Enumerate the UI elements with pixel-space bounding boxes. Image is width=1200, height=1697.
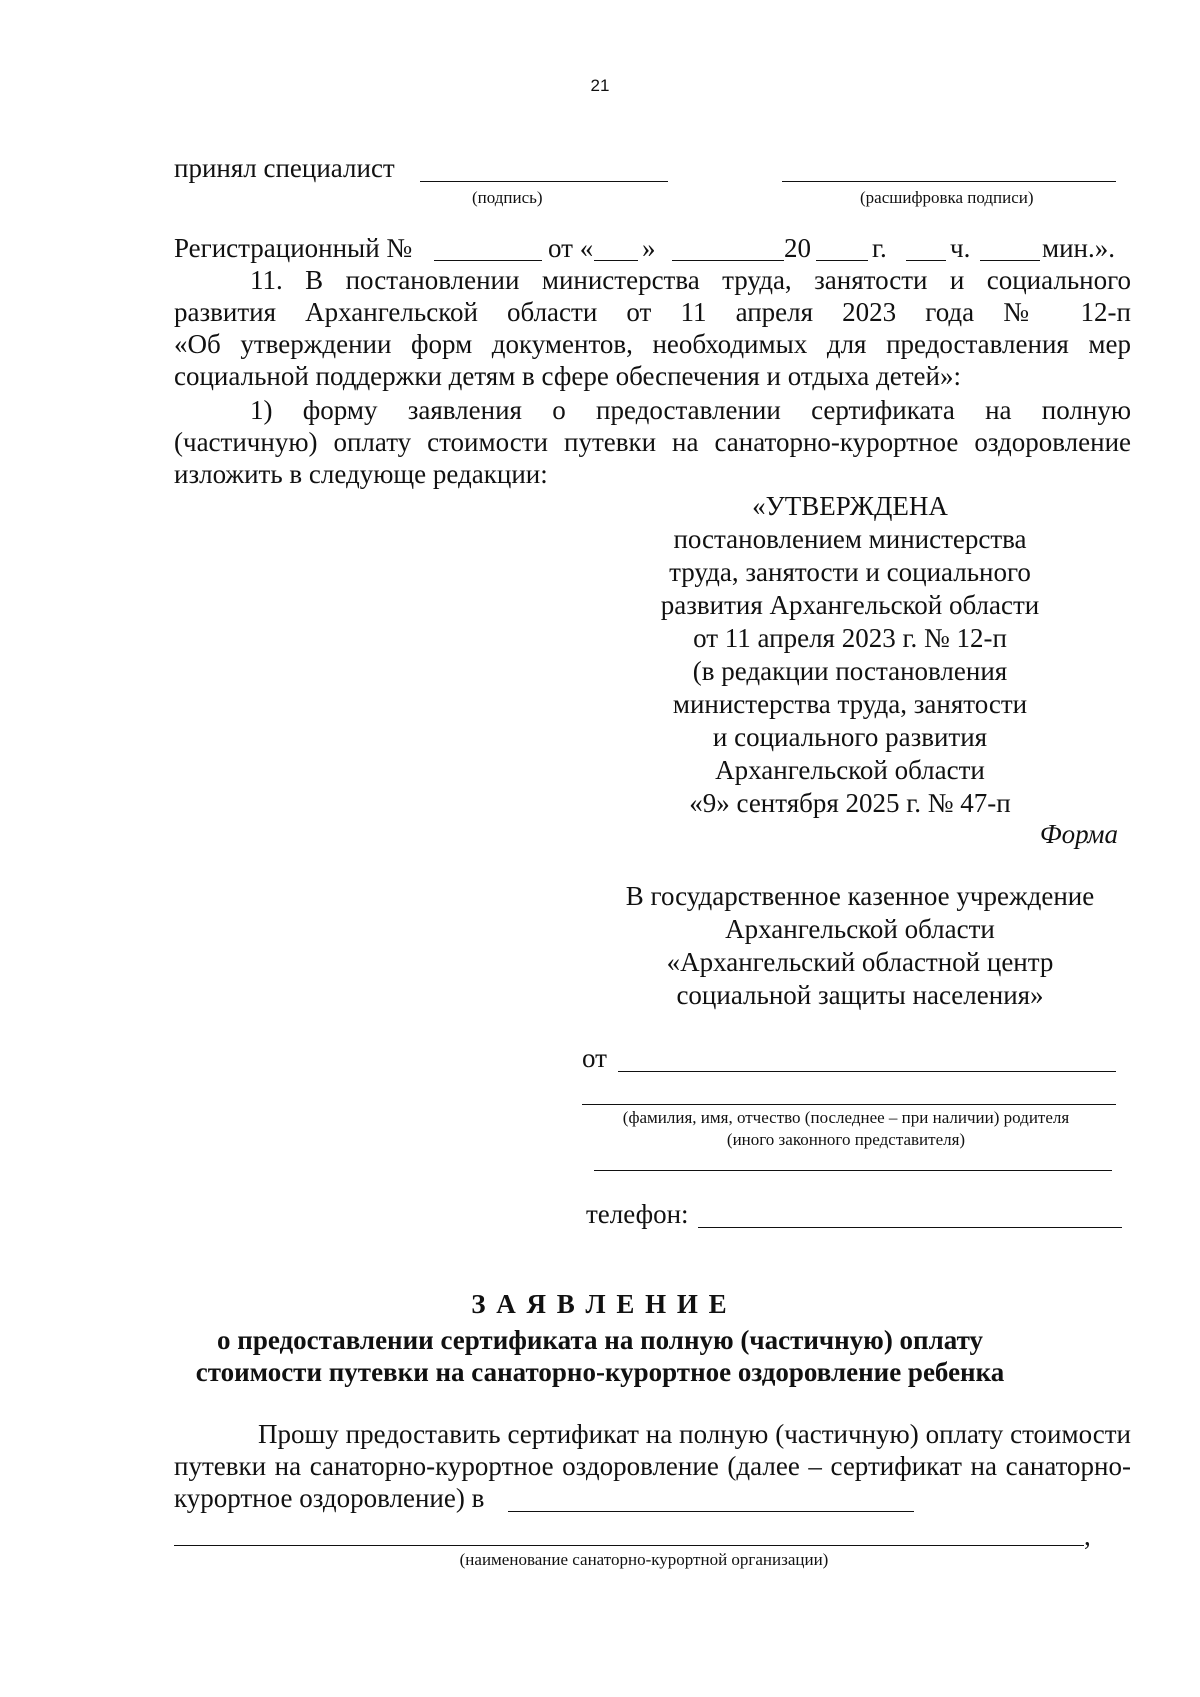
- registration-day-line[interactable]: [594, 260, 638, 261]
- paragraph-11-line-3: «Об утверждении форм документов, необходимых для предоставления мер: [174, 329, 1131, 359]
- registration-hours: ч.: [950, 233, 971, 263]
- addressee-line: социальной защиты населения»: [676, 980, 1044, 1010]
- item-1-line-2: (частичную) оплату стоимости путевки на санаторно-курортное оздоровление: [174, 427, 1131, 457]
- statement-subtitle-1: о предоставлении сертификата на полную (частичную) оплату: [217, 1325, 983, 1355]
- registration-from: от «: [548, 233, 594, 263]
- approval-line: министерства труда, занятости: [672, 689, 1028, 719]
- approval-line: «УТВЕРЖДЕНА: [752, 491, 948, 521]
- organization-line-1[interactable]: [508, 1511, 914, 1512]
- organization-caption: (наименование санаторно-курортной организации): [459, 1550, 829, 1569]
- applicant-name-line-2[interactable]: [582, 1104, 1116, 1105]
- paragraph-11-line-2: развития Архангельской области от 11 апреля 2023 года № 12-п: [174, 297, 1131, 327]
- registration-hours-line[interactable]: [906, 260, 946, 261]
- approval-line: развития Архангельской области: [660, 590, 1040, 620]
- phone-line[interactable]: [698, 1227, 1122, 1228]
- page-number: 21: [590, 76, 610, 95]
- addressee-block: [580, 880, 1140, 1012]
- paragraph-11-line-4: социальной поддержки детям в сфере обеспечения и отдыха детей»:: [174, 361, 961, 391]
- statement-subtitle-2: стоимости путевки на санаторно-курортное оздоровление ребенка: [195, 1357, 1005, 1387]
- parent-caption-line-1: (фамилия, имя, отчество (последнее – при наличии) родителя: [622, 1108, 1070, 1127]
- approval-line: и социального развития: [712, 722, 988, 752]
- phone-label: телефон:: [586, 1199, 689, 1229]
- approval-line: Архангельской области: [715, 755, 985, 785]
- parent-caption-line-2: (иного законного представителя): [726, 1130, 966, 1149]
- approval-line: постановлением министерства: [673, 524, 1027, 554]
- representative-line[interactable]: [594, 1170, 1112, 1171]
- registration-quote-close: »: [642, 233, 656, 263]
- registration-month-line[interactable]: [672, 260, 784, 261]
- signature-decode-line[interactable]: [782, 181, 1116, 182]
- from-label: от: [582, 1043, 607, 1073]
- addressee-line: «Архангельский областной центр: [666, 947, 1054, 977]
- organization-comma: ,: [1084, 1521, 1091, 1551]
- signature-decode-caption: (расшифровка подписи): [860, 188, 1034, 207]
- addressee-line: Архангельской области: [725, 914, 995, 944]
- item-1-line-1: 1) форму заявления о предоставлении сертификата на полную: [250, 395, 1131, 425]
- registration-year-prefix: 20: [784, 233, 811, 263]
- approval-line: труда, занятости и социального: [669, 557, 1031, 587]
- request-line-2: путевки на санаторно-курортное оздоровление (далее – сертификат на санаторно-: [174, 1451, 1131, 1481]
- applicant-name-line[interactable]: [618, 1071, 1116, 1072]
- approval-line: от 11 апреля 2023 г. № 12-п: [693, 623, 1007, 653]
- organization-line-2[interactable]: [174, 1545, 1084, 1546]
- approval-line: «9» сентября 2025 г. № 47-п: [689, 788, 1011, 818]
- approval-block: [640, 490, 1060, 820]
- request-line-3: курортное оздоровление) в: [174, 1483, 485, 1513]
- registration-label: Регистрационный №: [174, 233, 413, 263]
- statement-title: З А Я В Л Е Н И Е: [471, 1289, 729, 1319]
- approval-line: (в редакции постановления: [692, 656, 1008, 686]
- signature-caption: (подпись): [472, 188, 543, 207]
- item-1-line-3: изложить в следующе редакции:: [174, 459, 548, 489]
- paragraph-11-line-1: 11. В постановлении министерства труда, занятости и социального: [250, 265, 1131, 295]
- signature-prefix: принял специалист: [174, 153, 395, 183]
- registration-minutes-line[interactable]: [980, 260, 1040, 261]
- registration-minutes: мин.».: [1042, 233, 1115, 263]
- registration-number-line[interactable]: [434, 260, 542, 261]
- signature-line[interactable]: [420, 181, 668, 182]
- registration-year-line[interactable]: [816, 260, 868, 261]
- request-line-1: Прошу предоставить сертификат на полную (частичную) оплату стоимости: [258, 1419, 1131, 1449]
- form-label: Форма: [1039, 819, 1118, 849]
- addressee-line: В государственное казенное учреждение: [625, 881, 1095, 911]
- registration-year-suffix: г.: [872, 233, 887, 263]
